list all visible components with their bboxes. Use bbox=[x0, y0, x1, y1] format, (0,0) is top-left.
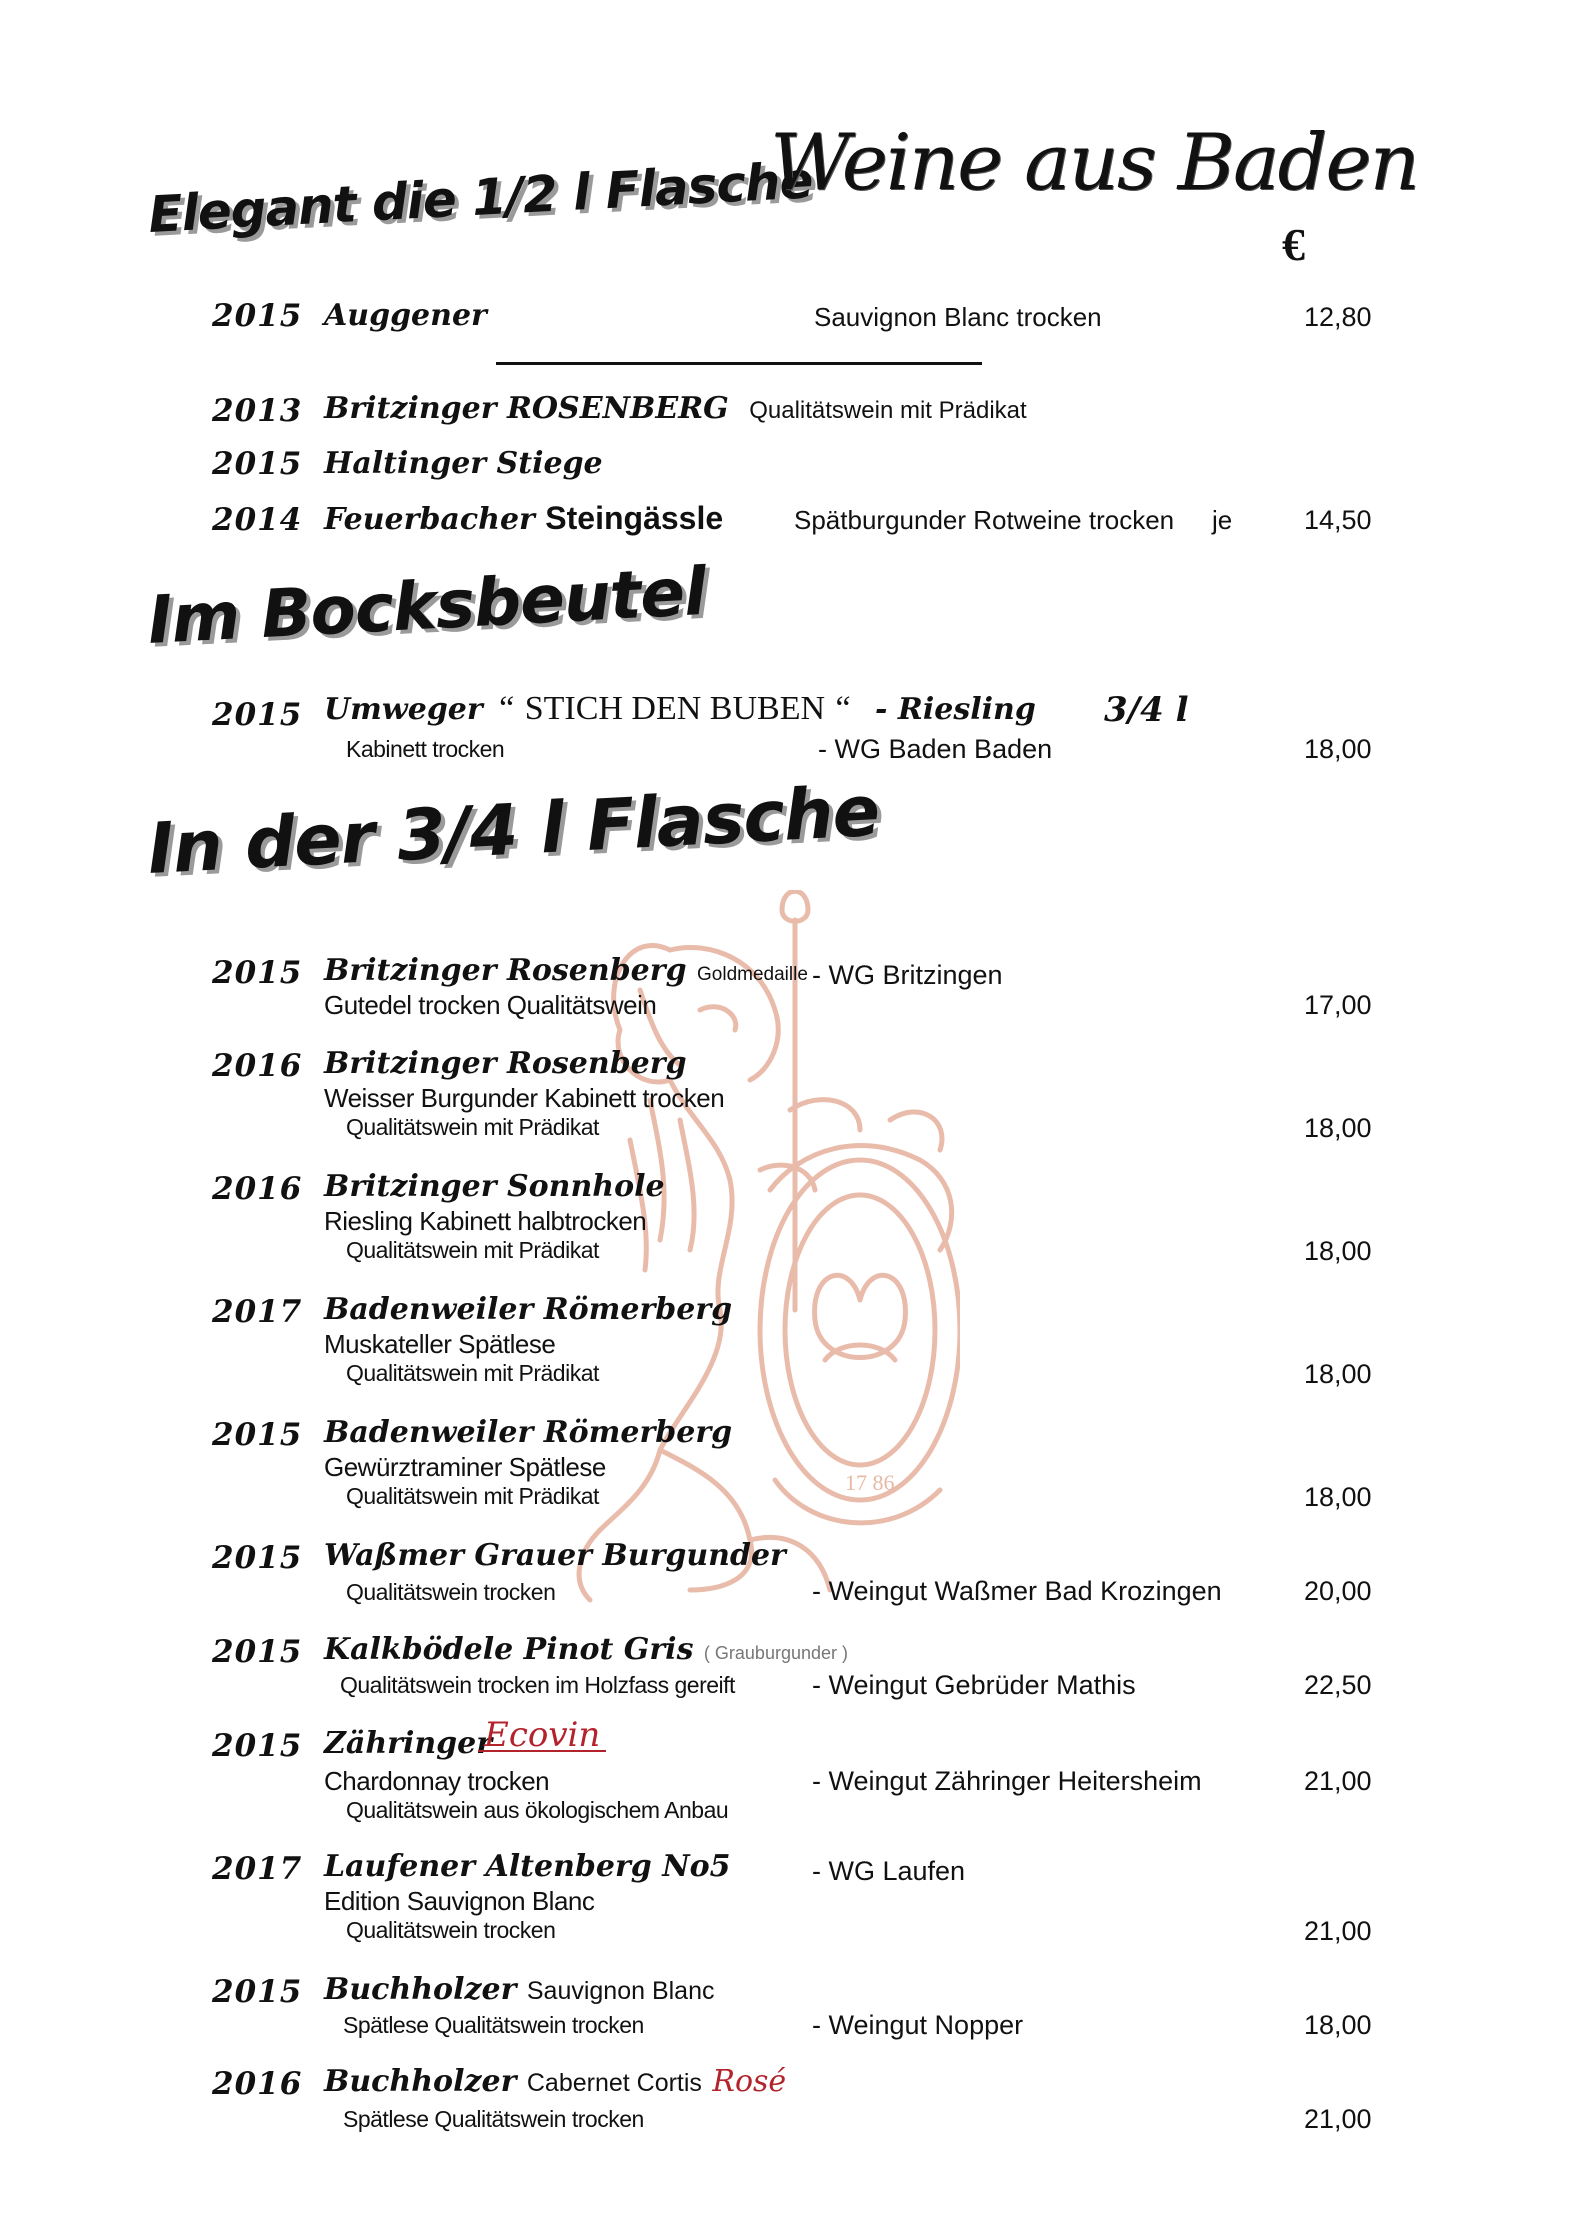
price: 21,00 bbox=[1304, 1766, 1372, 1796]
wine-name bbox=[324, 391, 1027, 426]
title-bocksbeutel: Im Bocksbeutel bbox=[145, 552, 708, 659]
wine-name bbox=[324, 1972, 715, 2007]
wine-name: Badenweiler Römerberg bbox=[324, 1292, 733, 1327]
quote-close: “ bbox=[835, 690, 851, 727]
wine-special-name: STICH DEN BUBEN bbox=[524, 690, 826, 727]
year: 2015 bbox=[212, 1728, 303, 1764]
wine-quality: Qualitätswein trocken bbox=[346, 1579, 556, 1605]
wine-name: Britzinger Sonnhole bbox=[324, 1169, 665, 1204]
producer: - Weingut Zähringer Heitersheim bbox=[812, 1766, 1202, 1796]
watermark-year: 17 86 bbox=[845, 1470, 895, 1495]
price: 17,00 bbox=[1304, 990, 1372, 1020]
price: 22,50 bbox=[1304, 1670, 1372, 1700]
wine-note: Qualitätswein mit Prädikat bbox=[749, 397, 1027, 424]
wine-quality: Qualitätswein trocken bbox=[346, 1917, 556, 1943]
wine-name: Auggener bbox=[324, 298, 487, 333]
year: 2017 bbox=[212, 1851, 303, 1887]
wine-name bbox=[324, 1632, 848, 1667]
year: 2015 bbox=[212, 1974, 303, 2010]
year: 2014 bbox=[212, 502, 303, 538]
wine-name-text: Buchholzer bbox=[324, 2064, 517, 2099]
quote-open: “ bbox=[499, 690, 515, 727]
year: 2015 bbox=[212, 1634, 303, 1670]
wine-subline: Gewürztraminer Spätlese bbox=[324, 1452, 606, 1482]
wine-name-text: Buchholzer bbox=[324, 1972, 517, 2007]
wine-quality: Qualitätswein trocken im Holzfass gereift bbox=[340, 1672, 735, 1698]
year: 2016 bbox=[212, 1048, 303, 1084]
wine-name: Waßmer Grauer Burgunder bbox=[324, 1538, 786, 1573]
year: 2016 bbox=[212, 2066, 303, 2102]
bottle-size: 3/4 l bbox=[1104, 690, 1189, 730]
wine-name bbox=[324, 2064, 786, 2099]
price: 18,00 bbox=[1304, 1236, 1372, 1266]
wine-quality: Spätlese Qualitätswein trocken bbox=[343, 2106, 644, 2132]
title-weine-aus-baden: Weine aus Baden bbox=[770, 118, 1418, 208]
year: 2015 bbox=[212, 1417, 303, 1453]
wine-variety: Cabernet Cortis bbox=[526, 2069, 702, 2097]
producer: - WG Laufen bbox=[812, 1856, 966, 1886]
title-half-bottle: Elegant die 1/2 l Flasche bbox=[146, 151, 814, 244]
wine-name-part: Feuerbacher bbox=[324, 502, 535, 537]
price: 18,00 bbox=[1304, 734, 1372, 764]
producer: - Weingut Nopper bbox=[812, 2010, 1024, 2040]
wine-subline: Chardonnay trocken bbox=[324, 1766, 550, 1796]
year: 2015 bbox=[212, 955, 303, 991]
price: 20,00 bbox=[1304, 1576, 1372, 1606]
wine-subline: Muskateller Spätlese bbox=[324, 1329, 556, 1359]
wine-subline: Riesling Kabinett halbtrocken bbox=[324, 1206, 647, 1236]
price: 21,00 bbox=[1304, 2104, 1372, 2134]
wine-name-part: Steingässle bbox=[545, 500, 724, 536]
producer: - Weingut Waßmer Bad Krozingen bbox=[812, 1576, 1222, 1606]
year: 2016 bbox=[212, 1171, 303, 1207]
wine-name-text: Britzinger ROSENBERG bbox=[324, 391, 729, 426]
price: 18,00 bbox=[1304, 2010, 1372, 2040]
currency-symbol: € bbox=[1282, 219, 1305, 270]
wine-subline: Edition Sauvignon Blanc bbox=[324, 1886, 595, 1916]
wine-description: Spätburgunder Rotweine trocken bbox=[794, 505, 1175, 535]
price: 18,00 bbox=[1304, 1113, 1372, 1143]
wine-description: Sauvignon Blanc trocken bbox=[814, 302, 1102, 332]
year: 2015 bbox=[212, 697, 303, 733]
wine-quality: Qualitätswein mit Prädikat bbox=[346, 1360, 599, 1386]
wine-quality: Qualitätswein mit Prädikat bbox=[346, 1483, 599, 1509]
wine-name bbox=[324, 690, 1036, 728]
divider-line bbox=[496, 362, 982, 365]
wine-name: Britzinger Rosenberg bbox=[324, 1046, 687, 1081]
je-label: je bbox=[1212, 505, 1233, 535]
price: 21,00 bbox=[1304, 1916, 1372, 1946]
year: 2017 bbox=[212, 1294, 303, 1330]
price: 14,50 bbox=[1304, 505, 1372, 535]
wine-name: Haltinger Stiege bbox=[324, 446, 603, 481]
wine-quality: Spätlese Qualitätswein trocken bbox=[343, 2012, 644, 2038]
producer: - WG Britzingen bbox=[812, 960, 1003, 990]
ecovin-logo: Ecovin bbox=[478, 1720, 606, 1752]
wine-subline: Kabinett trocken bbox=[346, 736, 505, 762]
wine-subline: Gutedel trocken Qualitätswein bbox=[324, 990, 657, 1020]
year: 2015 bbox=[212, 1540, 303, 1576]
wine-name-text: Umweger bbox=[324, 692, 483, 727]
wine-variety: Sauvignon Blanc bbox=[526, 1977, 715, 2005]
year: 2015 bbox=[212, 298, 303, 334]
wine-name: Zähringer bbox=[324, 1726, 493, 1761]
wine-subline: Weisser Burgunder Kabinett trocken bbox=[324, 1083, 725, 1113]
wine-name: Badenweiler Römerberg bbox=[324, 1415, 733, 1450]
wine-award: Goldmedaille bbox=[697, 964, 808, 985]
wine-variety: - Riesling bbox=[875, 692, 1036, 727]
title-three-quarter: In der 3/4 l Flasche bbox=[145, 769, 881, 890]
price: 12,80 bbox=[1304, 302, 1372, 332]
wine-quality: Qualitätswein mit Prädikat bbox=[346, 1237, 599, 1263]
producer: - WG Baden Baden bbox=[818, 734, 1053, 764]
wine-quality: Qualitätswein mit Prädikat bbox=[346, 1114, 599, 1140]
year: 2013 bbox=[212, 393, 303, 429]
price: 18,00 bbox=[1304, 1482, 1372, 1512]
wine-rose-label: Rosé bbox=[712, 2064, 787, 2099]
wine-name-text: Britzinger Rosenberg bbox=[324, 953, 687, 988]
wine-quality: Qualitätswein aus ökologischem Anbau bbox=[346, 1797, 729, 1823]
producer: - Weingut Gebrüder Mathis bbox=[812, 1670, 1136, 1700]
wine-name bbox=[324, 953, 808, 988]
price: 18,00 bbox=[1304, 1359, 1372, 1389]
year: 2015 bbox=[212, 446, 303, 482]
wine-name-text: Kalkbödele Pinot Gris bbox=[324, 1632, 694, 1667]
wine-grape-note: ( Grauburgunder ) bbox=[703, 1643, 848, 1663]
wine-name bbox=[324, 500, 723, 537]
wine-name: Laufener Altenberg No5 bbox=[324, 1849, 731, 1884]
